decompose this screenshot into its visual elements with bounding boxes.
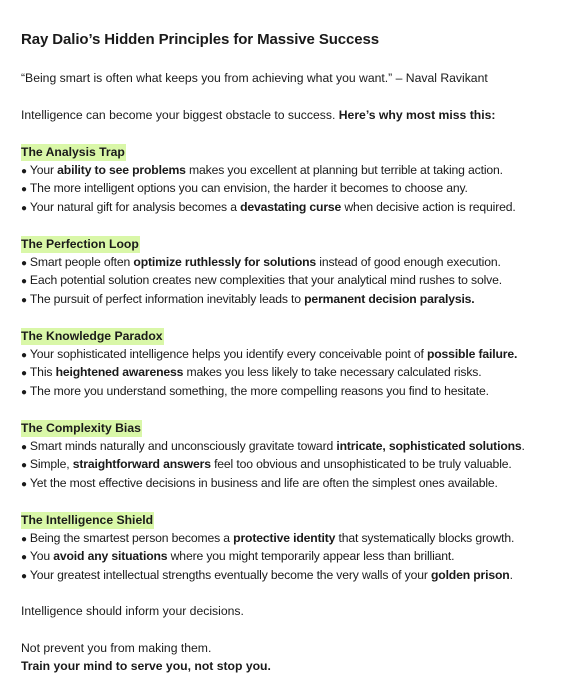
bullet-text: makes you less likely to take necessary calculated risks. xyxy=(183,365,482,379)
bullet-icon: ● xyxy=(21,387,27,398)
bullet-text: Each potential solution creates new complexities that your analytical mind rushes to solve. xyxy=(29,273,502,287)
bullet-icon: ● xyxy=(21,479,27,490)
closing-line-1: Intelligence should inform your decisions. xyxy=(21,604,244,618)
bullet-text: makes you excellent at planning but terrible at taking action. xyxy=(185,163,503,177)
bullet-text: . xyxy=(521,439,525,453)
bullet-text: Yet the most effective decisions in business and life are often the simplest ones available. xyxy=(29,476,498,490)
list-item xyxy=(21,439,525,453)
bullet-text: when decisive action is required. xyxy=(341,200,516,214)
bullet-bold-text: straightforward answers xyxy=(72,457,211,471)
section-heading-complexity-bias: The Complexity Bias xyxy=(21,421,141,435)
bullet-text: Your greatest intellectual strengths eventually become the very walls of your xyxy=(29,568,431,582)
bullet-icon: ● xyxy=(21,258,27,269)
bullet-text: Being the smartest person becomes a xyxy=(29,531,234,545)
section-heading-knowledge-paradox: The Knowledge Paradox xyxy=(21,329,163,343)
bullet-text: Simple, xyxy=(29,457,73,471)
bullet-bold-text: avoid any situations xyxy=(53,549,168,563)
list-item xyxy=(21,476,498,490)
list-item xyxy=(21,457,512,471)
bullet-text: Smart people often xyxy=(29,255,134,269)
bullet-text: . xyxy=(509,568,513,582)
bullet-bold-text: intricate, sophisticated solutions xyxy=(336,439,522,453)
section-heading-perfection-loop: The Perfection Loop xyxy=(21,237,139,251)
intro-bold-text: Here’s why most miss this: xyxy=(338,108,496,122)
bullet-text: Smart minds naturally and unconsciously gravitate toward xyxy=(29,439,337,453)
bullet-icon: ● xyxy=(21,295,27,306)
bullet-text: feel too obvious and unsophisticated to be truly valuable. xyxy=(210,457,512,471)
bullet-icon: ● xyxy=(21,460,27,471)
list-item xyxy=(21,384,489,398)
bullet-bold-text: possible failure. xyxy=(426,347,518,361)
intro-text: Intelligence can become your biggest obstacle to success. xyxy=(21,108,339,122)
section-heading-intelligence-shield: The Intelligence Shield xyxy=(21,513,154,527)
list-item xyxy=(21,200,516,214)
list-item xyxy=(21,163,503,177)
list-item xyxy=(21,365,481,379)
bullet-icon: ● xyxy=(21,552,27,563)
bullet-text: The more you understand something, the more compelling reasons you find to hesitate. xyxy=(29,384,489,398)
bullet-icon: ● xyxy=(21,276,27,287)
bullet-text: Your natural gift for analysis becomes a xyxy=(29,200,241,214)
bullet-icon: ● xyxy=(21,350,27,361)
bullet-text: instead of good enough execution. xyxy=(316,255,501,269)
bullet-bold-text: optimize ruthlessly for solutions xyxy=(133,255,317,269)
list-item xyxy=(21,255,501,269)
bullet-text: Your sophisticated intelligence helps you identify every conceivable point of xyxy=(29,347,427,361)
bullet-text: Your xyxy=(29,163,58,177)
bullet-bold-text: heightened awareness xyxy=(55,365,184,379)
bullet-bold-text: ability to see problems xyxy=(57,163,186,177)
bullet-icon: ● xyxy=(21,166,27,177)
bullet-text: The pursuit of perfect information inevitably leads to xyxy=(29,292,305,306)
bullet-icon: ● xyxy=(21,534,27,545)
closing-line-3: Train your mind to serve you, not stop you. xyxy=(21,659,271,673)
list-item xyxy=(21,568,513,582)
bullet-icon: ● xyxy=(21,184,27,195)
bullet-bold-text: permanent decision paralysis. xyxy=(304,292,475,306)
list-item xyxy=(21,531,514,545)
bullet-text: that systematically blocks growth. xyxy=(335,531,515,545)
list-item xyxy=(21,549,454,563)
bullet-text: The more intelligent options you can envision, the harder it becomes to choose any. xyxy=(29,181,468,195)
bullet-icon: ● xyxy=(21,368,27,379)
list-item xyxy=(21,273,502,287)
bullet-bold-text: devastating curse xyxy=(240,200,342,214)
bullet-bold-text: protective identity xyxy=(233,531,336,545)
bullet-bold-text: golden prison xyxy=(430,568,510,582)
closing-line-2: Not prevent you from making them. xyxy=(21,641,212,655)
bullet-icon: ● xyxy=(21,442,27,453)
post-title: Ray Dalio’s Hidden Principles for Massive Success xyxy=(21,31,380,48)
intro-paragraph xyxy=(21,108,495,122)
bullet-text: This xyxy=(29,365,56,379)
section-heading-analysis-trap: The Analysis Trap xyxy=(21,145,125,159)
bullet-text: where you might temporarily appear less than brilliant. xyxy=(167,549,455,563)
quote-text: “Being smart is often what keeps you from achieving what you want.” – Naval Ravikant xyxy=(21,71,488,85)
bullet-text: You xyxy=(29,549,54,563)
bullet-icon: ● xyxy=(21,203,27,214)
bullet-icon: ● xyxy=(21,571,27,582)
list-item xyxy=(21,181,468,195)
list-item xyxy=(21,292,475,306)
list-item xyxy=(21,347,517,361)
